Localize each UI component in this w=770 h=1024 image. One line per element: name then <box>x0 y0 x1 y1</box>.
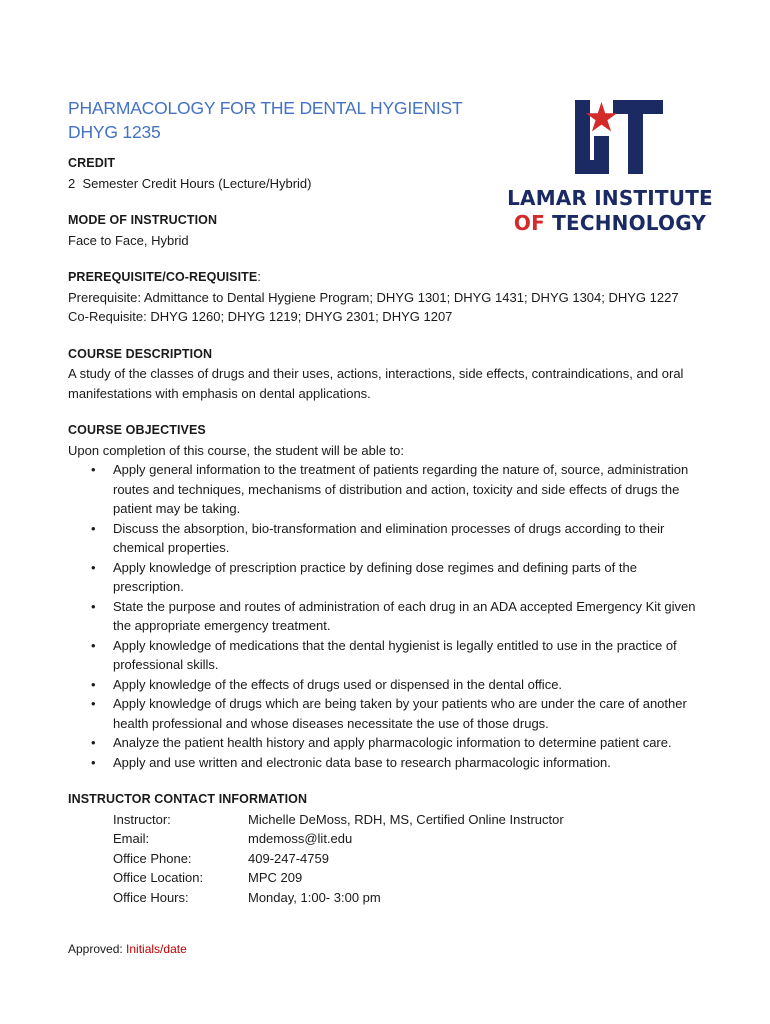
objectives-heading: COURSE OBJECTIVES <box>68 423 206 437</box>
prereq-section <box>68 268 708 327</box>
approved-initials-date: Initials/date <box>126 942 187 956</box>
objective-item: • Apply knowledge of drugs which are being taken by your patients who are under the care of another health professional and whose diseases necessitate the use of those drugs. <box>113 694 708 733</box>
objectives-list <box>68 460 708 772</box>
prerequisite-text: Prerequisite: Admittance to Dental Hygiene Program; DHYG 1301; DHYG 1431; DHYG 1304; DHYG 1227 <box>68 289 679 305</box>
contact-value: Monday, 1:00- 3:00 pm <box>248 889 381 905</box>
logo-of-text: OF <box>513 211 545 235</box>
contact-label: Office Hours: <box>113 889 189 905</box>
corequisite-text: Co-Requisite: DHYG 1260; DHYG 1219; DHYG 2301; DHYG 1207 <box>68 309 453 324</box>
description-heading: COURSE DESCRIPTION <box>68 346 213 361</box>
objective-item: • Apply general information to the treatment of patients regarding the nature of, source, administration routes and techniques, mechanisms of distribution and action, toxicity and side effects of drugs the patient may be taking. <box>113 460 708 519</box>
description-section <box>68 345 708 404</box>
approved-label: Approved: <box>68 942 127 956</box>
credit-text: 2 Semester Credit Hours (Lecture/Hybrid) <box>68 175 312 191</box>
description-text: A study of the classes of drugs and their uses, actions, interactions, side effects, contraindications, and oral manifestations with emphasis on dental applications. <box>68 366 684 401</box>
prereq-heading-text: PREREQUISITE/CO-REQUISITE <box>68 270 258 284</box>
objectives-section <box>68 421 708 772</box>
contact-label: Email: <box>113 831 150 846</box>
credit-heading: CREDIT <box>68 156 116 170</box>
contact-label: Office Location: <box>113 870 204 885</box>
objective-item: • Discuss the absorption, bio-transformation and elimination processes of drugs according to their chemical properties. <box>113 519 708 558</box>
contact-label: Instructor: <box>113 811 171 827</box>
contact-table <box>113 810 564 908</box>
objective-item: • Analyze the patient health history and apply pharmacologic information to determine patient care. <box>113 733 708 753</box>
contact-row-phone <box>113 849 564 869</box>
contact-row-instructor <box>113 810 564 830</box>
email-link[interactable]: mdemoss@lit.edu <box>248 831 353 846</box>
objective-item: • Apply knowledge of medications that the dental hygienist is legally entitled to use in the practice of professional skills. <box>113 636 708 675</box>
contact-value: 409-247-4759 <box>248 850 329 866</box>
mode-section <box>68 211 708 250</box>
logo-technology-text: TECHNOLOGY <box>552 211 707 235</box>
prereq-heading <box>68 268 708 288</box>
contact-section <box>68 790 708 907</box>
credit-section <box>68 154 708 193</box>
contact-label: Office Phone: <box>113 850 192 866</box>
objectives-intro: Upon completion of this course, the student will be able to: <box>68 442 405 458</box>
objective-item: • Apply knowledge of prescription practice by defining dose regimes and defining parts of the prescription. <box>113 558 708 597</box>
mode-text: Face to Face, Hybrid <box>68 232 189 248</box>
objective-item: • Apply and use written and electronic data base to research pharmacologic information. <box>113 753 708 773</box>
mode-heading: MODE OF INSTRUCTION <box>68 213 218 227</box>
syllabus-content <box>68 154 708 925</box>
approval-line <box>68 942 187 956</box>
contact-row-hours <box>113 888 564 908</box>
objective-item: • State the purpose and routes of administration of each drug in an ADA accepted Emergency Kit given the appropriate emergency treatment. <box>113 597 708 636</box>
contact-value: MPC 209 <box>248 870 303 885</box>
contact-row-email <box>113 829 564 849</box>
contact-heading: INSTRUCTOR CONTACT INFORMATION <box>68 792 308 806</box>
contact-row-location <box>113 868 564 888</box>
contact-value: Michelle DeMoss, RDH, MS, Certified Online Instructor <box>248 811 564 827</box>
logo-line-institute: LAMAR INSTITUTE <box>507 186 713 210</box>
course-title: PHARMACOLOGY FOR THE DENTAL HYGIENIST DHYG 1235 <box>68 98 463 142</box>
prereq-heading-colon: : <box>257 270 261 284</box>
objective-item: • Apply knowledge of the effects of drugs used or dispensed in the dental office. <box>113 675 708 695</box>
